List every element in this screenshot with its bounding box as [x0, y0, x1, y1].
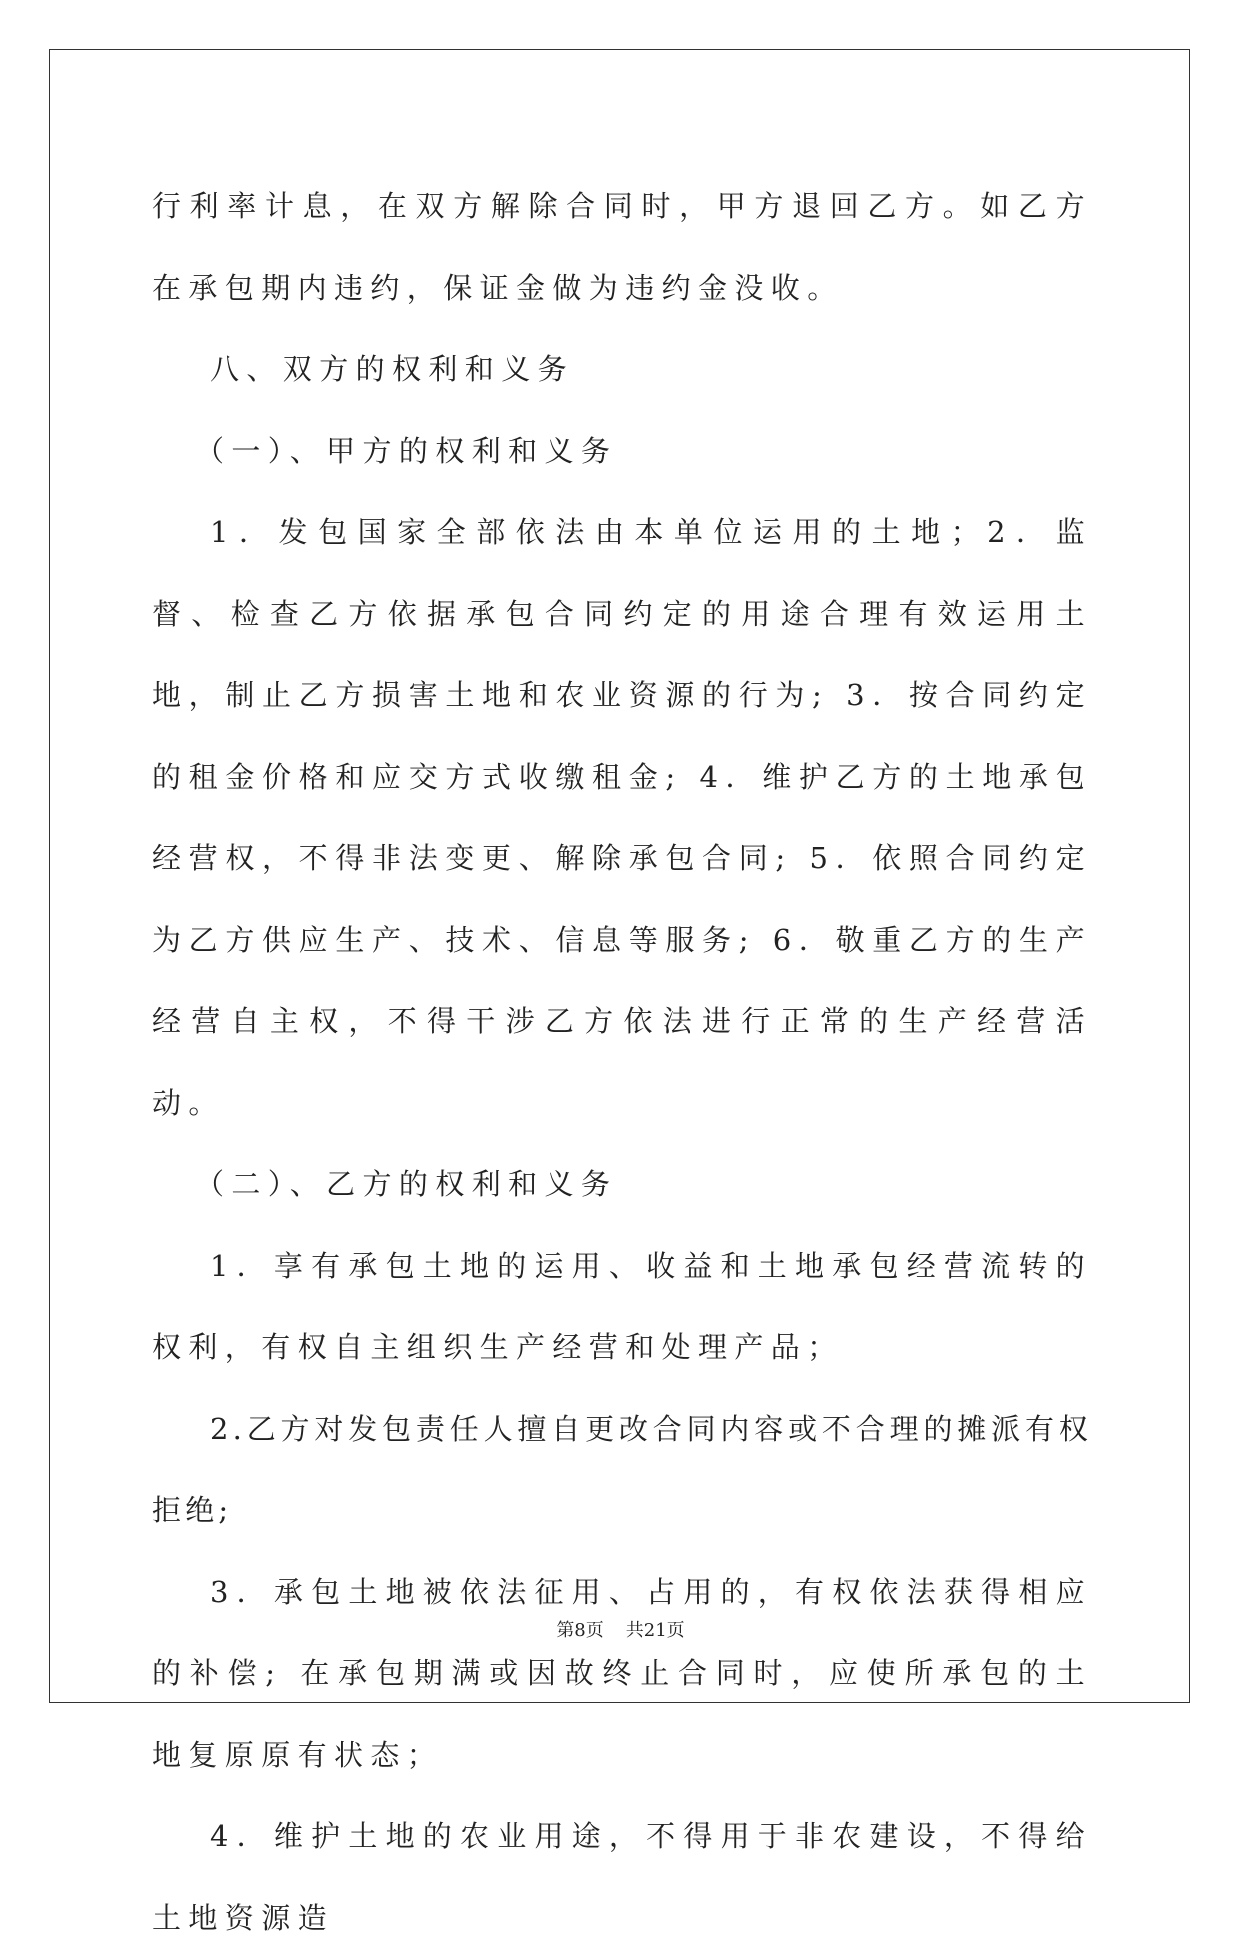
paragraph-party-b-item-4: 4．维护土地的农业用途，不得用于非农建设，不得给土地资源造	[152, 1819, 1092, 1935]
paragraph-party-a-rights: 1．发包国家全部依法由本单位运用的土地；2．监督、检查乙方依据承包合同约定的用途合理有效运用土地，制止乙方损害土地和农业资源的行为; 3．按合同约定的租金价格和应交方式收缴租金; 4．维护乙方的土地承包经营权，不得非法变更、解除承包合同; 5．依照合同约定为乙方供应生产、技术、信息等服务; 6．敬重乙方的生产经营自主权，不得干涉乙方依法进行正常的生产经营活动。	[152, 515, 1092, 1120]
page-number: 第8页	[556, 1620, 604, 1641]
page-footer	[0, 1616, 1241, 1642]
subsection-heading-party-b: （二）、乙方的权利和义务	[195, 1167, 618, 1201]
subsection-heading-party-a: （一）、甲方的权利和义务	[195, 433, 618, 468]
paragraph-deposit-interest: 行利率计息，在双方解除合同时，甲方退回乙方。如乙方在承包期内违约，保证金做为违约金没收。	[152, 189, 1092, 305]
page-total: 共21页	[625, 1620, 685, 1641]
paragraph-party-b-item-3: 3．承包土地被依法征用、占用的，有权依法获得相应的补偿; 在承包期满或因故终止合同时，应使所承包的土地复原原有状态；	[152, 1574, 1092, 1772]
section-heading-rights-obligations: 八、双方的权利和义务	[210, 352, 575, 386]
paragraph-party-b-item-2: 2.乙方对发包责任人擅自更改合同内容或不合理的摊派有权拒绝;	[152, 1411, 1092, 1527]
paragraph-party-b-item-1: 1．享有承包土地的运用、收益和土地承包经营流转的权利，有权自主组织生产经营和处理产品；	[152, 1248, 1092, 1364]
document-body	[152, 166, 1092, 1959]
